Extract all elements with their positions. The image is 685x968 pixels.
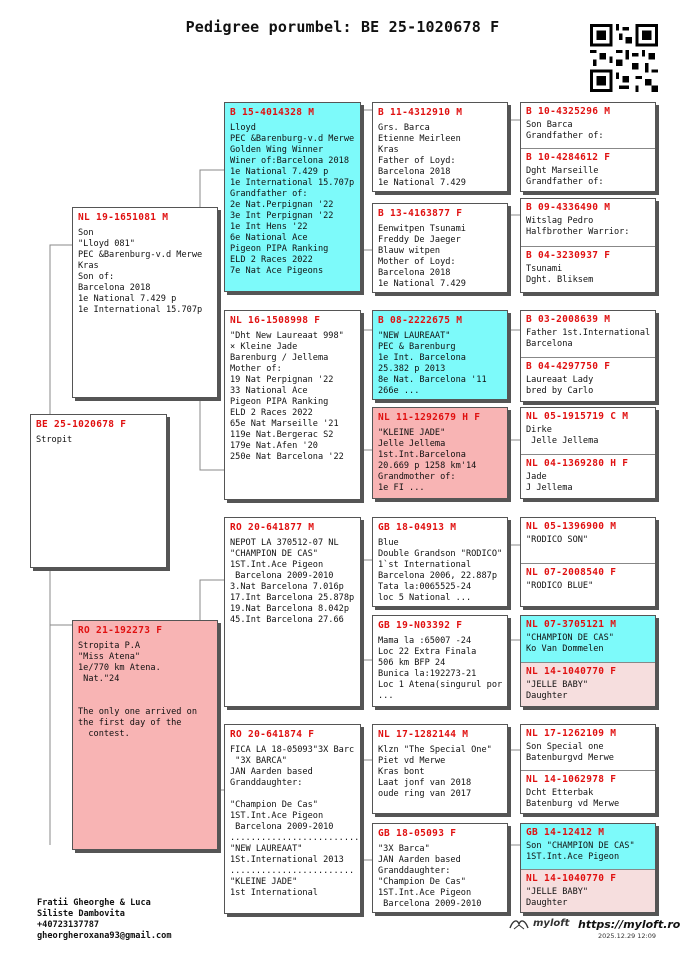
pigeon-description: Laureaat Lady bred by Carlo [526, 375, 594, 396]
ring-number: NL 14-1040770 F [526, 873, 617, 884]
pigeon-description: "JELLE BABY" Daughter [526, 887, 589, 908]
gen3-card[interactable] [372, 517, 508, 607]
gen3-card[interactable] [372, 724, 508, 814]
ring-number: GB 19-N03392 F [378, 620, 463, 631]
ring-number: B 04-4297750 F [526, 361, 611, 372]
ring-number: B 15-4014328 M [230, 107, 315, 118]
ring-number: B 08-2222675 M [378, 315, 463, 326]
ring-number: B 11-4312910 M [378, 107, 463, 118]
pigeon-description: Eenwitpen Tsunami Freddy De Jaeger Blauw witpen Mother of Loyd: Barcelona 2018 1e National 7.429 [378, 224, 466, 289]
ring-number: GB 18-05093 F [378, 828, 457, 839]
ring-number: NL 05-1915719 C M [526, 411, 629, 422]
gen4-card[interactable] [521, 199, 655, 246]
pigeon-description: "RODICO SON" [526, 535, 589, 545]
gen4-card[interactable] [521, 148, 655, 192]
ring-number: NL 04-1369280 H F [526, 458, 629, 469]
website-link[interactable]: https://myloft.ro [578, 918, 681, 931]
pigeon-description: Tsunami Dght. Bliksem [526, 264, 594, 285]
pigeon-description: Jade J Jellema [526, 472, 573, 493]
pigeon-description: "KLEINE JADE" Jelle Jellema 1st.Int.Barcelona 20.669 p 1258 km'14 Grandmother of: 1e FI ... [378, 428, 477, 493]
gen4-card[interactable] [521, 246, 655, 293]
gen4-pair [520, 615, 656, 707]
gen3-card[interactable] [372, 615, 508, 707]
gen3-card[interactable] [372, 102, 508, 192]
gen3-card[interactable] [372, 823, 508, 913]
gen4-pair [520, 407, 656, 499]
ring-number: RO 21-192273 F [78, 625, 163, 636]
ring-number: BE 25-1020678 F [36, 419, 127, 430]
ring-number: GB 14-12412 M [526, 827, 605, 838]
pigeon-description: "JELLE BABY" Daughter [526, 680, 589, 701]
print-date: 2025.12.29 12:09 [598, 932, 657, 940]
sire-card[interactable] [72, 207, 218, 398]
pigeon-description: Klzn "The Special One" Piet vd Merwe Kras bont Laat jonf van 2018 oude ring van 2017 [378, 745, 492, 799]
dam-sire-card[interactable] [224, 517, 361, 707]
gen4-pair [520, 823, 656, 913]
ring-number: RO 20-641874 F [230, 729, 315, 740]
gen4-pair [520, 517, 656, 607]
gen4-card[interactable] [521, 869, 655, 913]
pigeon-description: Son Special one Batenburgvd Merwe [526, 742, 614, 763]
pigeon-description: "RODICO BLUE" [526, 581, 594, 591]
ring-number: GB 18-04913 M [378, 522, 457, 533]
sire-dam-card[interactable] [224, 310, 361, 500]
gen4-card[interactable] [521, 616, 655, 662]
brand-name: myloft [533, 918, 570, 929]
pigeon-description: Father 1st.International Barcelona [526, 328, 651, 349]
pigeon-description: Blue Double Grandson "RODICO" 1`st International Barcelona 2006, 22.887p Tata la:0065525-24 loc 5 National ... [378, 538, 503, 603]
pigeon-description: Mama la :65007 -24 Loc 22 Extra Finala 506 km BFP 24 Bunica la:192273-21 Loc 1 Atena(singurul por ... [378, 636, 503, 701]
pigeon-description: Witslag Pedro Halfbrother Warrior: [526, 216, 630, 237]
gen4-pair [520, 310, 656, 402]
pigeon-description: Dght Marseille Grandfather of: [526, 166, 604, 187]
pigeon-description: "3X Barca" JAN Aarden based Granddaughter: "Champion De Cas" 1ST.Int.Ace Pigeon Barcelona 2009-2010 [378, 844, 482, 909]
ring-number: RO 20-641877 M [230, 522, 315, 533]
gen4-card[interactable] [521, 770, 655, 814]
gen4-pair [520, 198, 656, 293]
dam-card[interactable] [72, 620, 218, 850]
ring-number: B 03-2008639 M [526, 314, 611, 325]
ring-number: NL 07-2008540 F [526, 567, 617, 578]
pigeon-description: FICA LA 18-05093"3X Barc "3X BARCA" JAN Aarden based Granddaughter: "Champion De Cas" 1ST.Int.Ace Pigeon Barcelona 2009-2010 ......................... "NEW LAUREAAT" 1St.International 2013 ........................ "KLEINE JADE" 1st International [230, 745, 360, 898]
ring-number: B 10-4325296 M [526, 106, 611, 117]
pigeon-description: Son "Lloyd 081" PEC &Barenburg-v.d Merwe Kras Son of: Barcelona 2018 1e National 7.429 p 1e International 15.707p [78, 228, 203, 315]
pigeon-description: Dirke Jelle Jellema [526, 425, 599, 446]
ring-number: NL 14-1062978 F [526, 774, 617, 785]
ring-number: NL 17-1262109 M [526, 728, 617, 739]
pigeon-description: "NEW LAUREAAT" PEC & Barenburg 1e Int. Barcelona 25.382 p 2013 8e Nat. Barcelona '11 266e ... [378, 331, 487, 396]
ring-number: NL 19-1651081 M [78, 212, 169, 223]
breeder-contact: Fratii Gheorghe & Luca Siliste Dambovita +40723137787 gheorgheroxana93@gmail.com [37, 898, 172, 941]
gen4-pair [520, 724, 656, 814]
ring-number: NL 14-1040770 F [526, 666, 617, 677]
gen4-card[interactable] [521, 454, 655, 499]
pigeon-description: Son Barca Grandfather of: [526, 120, 604, 141]
gen4-card[interactable] [521, 103, 655, 148]
pigeon-description: NEPOT LA 370512-07 NL "CHAMPION DE CAS" 1ST.Int.Ace Pigeon Barcelona 2009-2010 3.Nat Barcelona 7.016p 17.Int Barcelona 25.878p 19.Nat Barcelona 8.042p 45.Int Barcelona 27.66 [230, 538, 355, 625]
gen3-card[interactable] [372, 407, 508, 499]
dam-dam-card[interactable] [224, 724, 361, 914]
sire-sire-card[interactable] [224, 102, 361, 292]
pigeon-description: Lloyd PEC &Barenburg-v.d Merwe Golden Wing Winner Winer of:Barcelona 2018 1e National 7.429 p 1e International 15.707p Grandfather of: 2e Nat.Perpignan '22 3e Int Perpignan '22 1e Int Hens '22 6e National Ace Pigeon PIPA Ranking ELD 2 Races 2022 7e Nat Ace Pigeons [230, 123, 355, 276]
gen4-card[interactable] [521, 357, 655, 402]
gen4-pair [520, 102, 656, 192]
qr-code-icon [590, 24, 658, 92]
ring-number: NL 17-1282144 M [378, 729, 469, 740]
gen4-card[interactable] [521, 563, 655, 607]
pigeon-description: Grs. Barca Etienne Meirleen Kras Father of Loyd: Barcelona 2018 1e National 7.429 [378, 123, 466, 188]
gen3-card[interactable] [372, 203, 508, 293]
gen4-card[interactable] [521, 662, 655, 707]
gen4-card[interactable] [521, 824, 655, 869]
pigeon-description: Stropita P.A "Miss Atena" 1e/770 km Atena. Nat."24 The only one arrived on the first day of the contest. [78, 641, 197, 739]
gen4-card[interactable] [521, 518, 655, 563]
pigeon-description: Son "CHAMPION DE CAS" 1ST.Int.Ace Pigeon [526, 841, 635, 862]
ring-number: NL 07-3705121 M [526, 619, 617, 630]
pigeon-description: "CHAMPION DE CAS" Ko Van Dommelen [526, 633, 614, 654]
gen4-card[interactable] [521, 311, 655, 357]
gen3-card[interactable] [372, 310, 508, 400]
ring-number: B 13-4163877 F [378, 208, 463, 219]
gen4-card[interactable] [521, 725, 655, 770]
gen4-card[interactable] [521, 408, 655, 454]
page-title: Pedigree porumbel: BE 25-1020678 F [185, 18, 500, 36]
ring-number: NL 05-1396900 M [526, 521, 617, 532]
ring-number: NL 11-1292679 H F [378, 412, 481, 423]
pigeon-description: Stropit [36, 435, 73, 445]
pigeon-description: Dcht Etterbak Batenburg vd Merwe [526, 788, 620, 809]
ring-number: B 10-4284612 F [526, 152, 611, 163]
pigeon-description: "Dht New Laureaat 998" × Kleine Jade Barenburg / Jellema Mother of: 19 Nat Perpignan '22 33 National Ace Pigeon PIPA Ranking ELD 2 Races 2022 65e Nat Marseille '21 119e Nat.Bergerac S2 179e Nat.Afen '20 250e Nat Barcelona '22 [230, 331, 344, 462]
subject-pigeon-card[interactable] [30, 414, 167, 568]
ring-number: NL 16-1508998 F [230, 315, 321, 326]
ring-number: B 09-4336490 M [526, 202, 611, 213]
ring-number: B 04-3230937 F [526, 250, 611, 261]
myloft-logo-icon [508, 917, 530, 931]
